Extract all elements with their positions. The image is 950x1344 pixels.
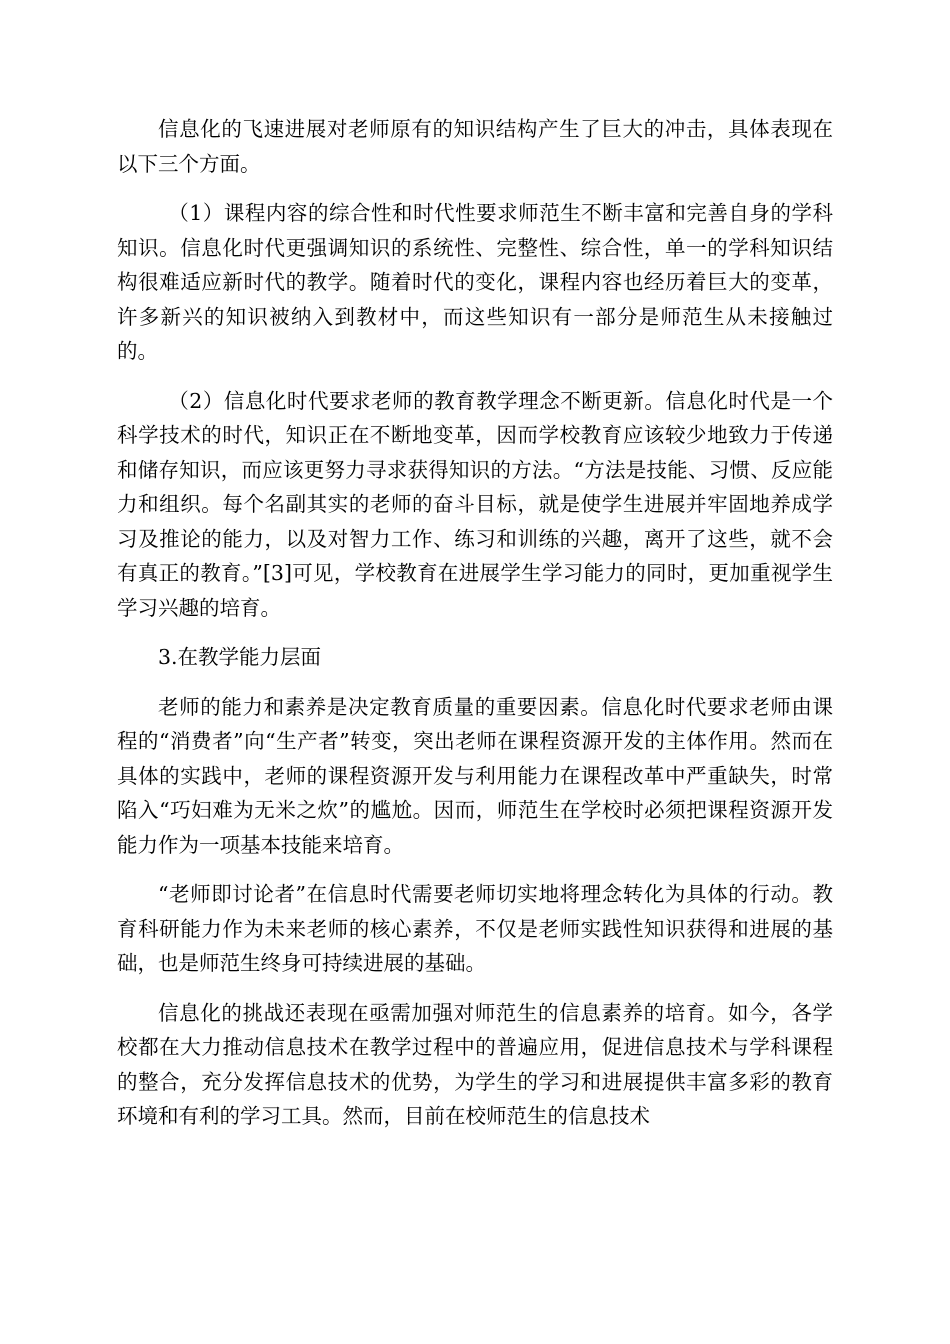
paragraph-teaching-ability: 老师的能力和素养是决定教育质量的重要因素。信息化时代要求老师由课程的“消费者”向“生产者”转变，突出老师在课程资源开发的主体作用。然而在具体的实践中，老师的课程资源开发与利用能力在课程改革中严重缺失，时常陷入“巧妇难为无米之炊”的尴尬。因而，师范生在学校时必须把课程资源开发能力作为一项基本技能来培育。 (117, 694, 833, 857)
paragraph-information-literacy: 信息化的挑战还表现在亟需加强对师范生的信息素养的培育。如今，各学校都在大力推动信息技术在教学过程中的普遍应用，促进信息技术与学科课程的整合，充分发挥信息技术的优势，为学生的学习和进展提供丰富多彩的教育环境和有利的学习工具。然而，目前在校师范生的信息技术 (117, 1000, 833, 1128)
paragraph-point-2: （2）信息化时代要求老师的教育教学理念不断更新。信息化时代是一个科学技术的时代，知识正在不断地变革，因而学校教育应该较少地致力于传递和储存知识，而应该更努力寻求获得知识的方法。“方法是技能、习惯、反应能力和组织。每个名副其实的老师的奋斗目标，就是使学生进展并牢固地养成学习及推论的能力，以及对智力工作、练习和训练的兴趣，离开了这些，就不会有真正的教育。”[3]可见，学校教育在进展学生学习能力的同时，更加重视学生学习兴趣的培育。 (117, 388, 833, 620)
section-heading: 3.在教学能力层面 (158, 645, 322, 669)
document-page (117, 112, 833, 1149)
paragraph-point-1: （1）课程内容的综合性和时代性要求师范生不断丰富和完善自身的学科知识。信息化时代更强调知识的系统性、完整性、综合性，单一的学科知识结构很难适应新时代的教学。随着时代的变化，课程内容也经历着巨大的变革，许多新兴的知识被纳入到教材中，而这些知识有一部分是师范生从未接触过的。 (117, 201, 833, 363)
paragraph-intro: 信息化的飞速进展对老师原有的知识结构产生了巨大的冲击，具体表现在以下三个方面。 (117, 117, 833, 176)
paragraph-teacher-researcher: “老师即讨论者”在信息时代需要老师切实地将理念转化为具体的行动。教育科研能力作为未来老师的核心素养，不仅是老师实践性知识获得和进展的基础，也是师范生终身可持续进展的基础。 (117, 882, 833, 975)
